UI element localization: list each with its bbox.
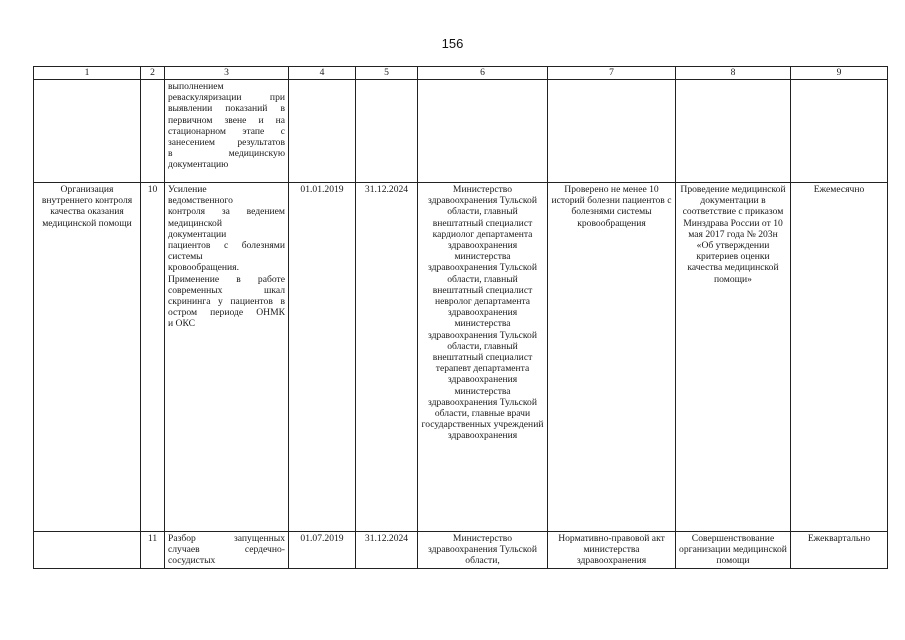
cell-frequency: Ежеквартально [791, 532, 888, 569]
cell-line: современных шкал [168, 284, 285, 296]
cell-section [34, 80, 141, 183]
cell-line: сосудистых [168, 555, 216, 567]
cell-line: стационарном этапе с [168, 125, 285, 137]
cell-line: пациентов с болезнями [168, 240, 285, 252]
cell-result [676, 80, 791, 183]
cell-line: контроля за ведением [168, 206, 285, 218]
cell-line: ведомственного [168, 195, 233, 207]
cell-end-date: 31.12.2024 [356, 183, 418, 532]
table-row [34, 532, 888, 569]
cell-line: выполнением [168, 81, 224, 92]
cell-section: Организация внутреннего контроля качества оказания медицинской помощи [34, 183, 141, 532]
cell-line: в медицинскую [168, 148, 285, 160]
cell-section [34, 532, 141, 569]
cell-measure [165, 80, 289, 183]
cell-responsible: Министерство здравоохранения Тульской области, главный внештатный специалист кардиолог департамента здравоохранения министерства здравоохранения Тульской области, главный внештатный специалист невролог департамента здравоохранения министерства здравоохранения Тульской области, главный внештатный специалист терапевт департамента здравоохранения министерства здравоохранения Тульской области, главные врачи государственных учреждений здравоохранения [418, 183, 548, 532]
cell-indicator [548, 80, 676, 183]
cell-line: первичном звене и на [168, 114, 285, 126]
cell-line: документации [168, 228, 227, 240]
cell-start-date: 01.01.2019 [289, 183, 356, 532]
cell-indicator: Проверено не менее 10 историй болезни пациентов с болезнями системы кровообращения [548, 183, 676, 532]
column-header: 8 [676, 67, 791, 80]
cell-responsible: Министерство здравоохранения Тульской области, [418, 532, 548, 569]
page-number: 156 [441, 36, 464, 51]
cell-line: скрининга у пациентов в [168, 296, 285, 308]
column-header: 9 [791, 67, 888, 80]
cell-line: занесением результатов [168, 137, 285, 149]
cell-line: Разбор запущенных [168, 533, 285, 544]
cell-result: Проведение медицинской документации в соответствие с приказом Минздрава России от 10 мая 2017 года № 203н «Об утверждении критериев оценки качества медицинской помощи» [676, 183, 791, 532]
cell-line: выявлении показаний в [168, 103, 285, 115]
column-header: 5 [356, 67, 418, 80]
column-header: 3 [165, 67, 289, 80]
cell-end-date [356, 80, 418, 183]
cell-indicator: Нормативно-правовой акт министерства здравоохранения [548, 532, 676, 569]
cell-start-date: 01.07.2019 [289, 532, 356, 569]
cell-line: остром периоде ОНМК [168, 307, 285, 319]
cell-result: Совершенствование организации медицинской помощи [676, 532, 791, 569]
cell-line: Применение в работе [168, 273, 285, 285]
cell-line: и ОКС [168, 318, 196, 330]
cell-line: медицинской [168, 217, 222, 229]
cell-responsible [418, 80, 548, 183]
cell-number [141, 80, 165, 183]
column-header: 4 [289, 67, 356, 80]
document-table [33, 66, 888, 569]
cell-line: случаев сердечно- [168, 544, 285, 556]
cell-measure [165, 183, 289, 532]
table-row [34, 80, 888, 183]
cell-line: системы [168, 251, 203, 263]
cell-line: документацию [168, 159, 229, 171]
cell-line: реваскуляризации при [168, 92, 285, 104]
cell-start-date [289, 80, 356, 183]
cell-frequency: Ежемесячно [791, 183, 888, 532]
column-header: 1 [34, 67, 141, 80]
table-row [34, 183, 888, 532]
cell-line: кровообращения. [168, 262, 239, 274]
cell-number: 10 [141, 183, 165, 532]
column-header: 6 [418, 67, 548, 80]
column-header: 7 [548, 67, 676, 80]
column-header: 2 [141, 67, 165, 80]
cell-number: 11 [141, 532, 165, 569]
cell-end-date: 31.12.2024 [356, 532, 418, 569]
table-header-row [34, 67, 888, 80]
cell-line: Усиление [168, 184, 207, 195]
cell-measure [165, 532, 289, 569]
cell-frequency [791, 80, 888, 183]
